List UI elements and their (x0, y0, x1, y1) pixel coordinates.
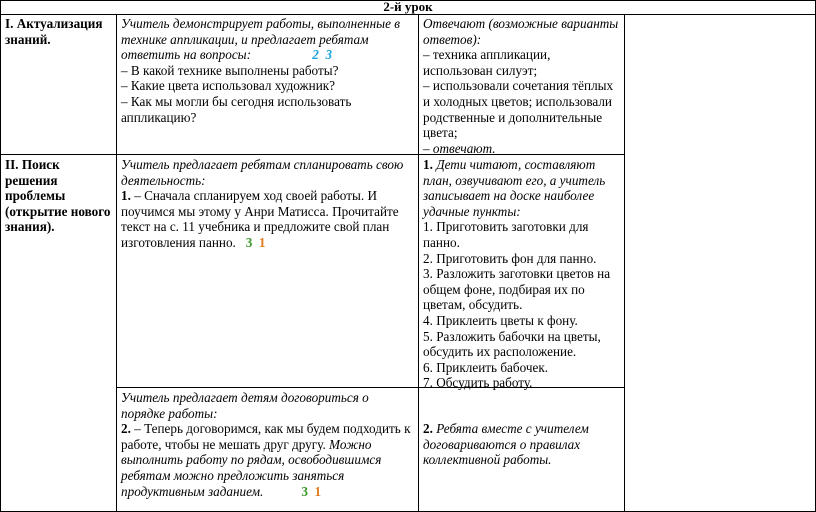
table-border-left (0, 0, 1, 512)
stage3-item-num: 2. (121, 421, 131, 437)
stage3-num-a: 3 (301, 483, 308, 499)
stage2-item (121, 188, 415, 250)
stage3-item-italic: Можно выполнить работу по рядам, освободившимся ребятам можно предложить заняться продуктивным заданием. (121, 436, 382, 499)
plan-item-4: 4. Приклеить цветы к фону. (423, 312, 578, 328)
stage3-item-text: – Теперь договоримся, как мы будем подходить к работе, чтобы не мешать друг другу. (121, 421, 411, 452)
stage3-teacher-cell (118, 389, 418, 500)
stage1-question-3: – Как мы могли бы сегодня использовать аппликацию? (121, 93, 352, 125)
stage3-student (423, 421, 621, 468)
plan-item-3: 3. Разложить заготовки цветов на общем фоне, подбирая их по цветам, обсудить. (423, 266, 611, 313)
stage1-teacher-cell (118, 15, 418, 126)
stage2-num-b: 1 (258, 234, 266, 250)
stage2-item-num: 1. (121, 188, 131, 204)
plan-item-6: 6. Приклеить бабочек. (423, 359, 549, 375)
stage1-teacher-intro (121, 16, 415, 63)
stage1-answer-3: – отвечают. (423, 140, 496, 156)
stage1-answers-intro: Отвечают (возможные варианты ответов): (423, 16, 619, 47)
stage1-teacher-intro-text: Учитель демонстрирует работы, выполненные в технике аппликации, и предлагает ребятам ответить на вопросы: (121, 16, 400, 63)
stage3-student-text: Ребята вместе с учителем договариваются о правилах коллективной работы. (423, 421, 589, 468)
stage2-teacher-intro: Учитель предлагает ребятам спланировать свою деятельность: (121, 157, 404, 188)
stage2-student-intro (423, 157, 621, 219)
stage3-student-num: 2. (423, 421, 433, 436)
stage2-students-cell (420, 156, 624, 392)
stage2-name: II. Поиск решения проблемы (открытие нового знания). (5, 157, 111, 235)
stage1-answer-1: – техника аппликации, использован силуэт; (423, 47, 551, 78)
col3-divider (624, 14, 625, 512)
stage1-num-a: 2 (312, 47, 319, 63)
stage3-teacher-intro: Учитель предлагает детям договориться о порядке работы: (121, 390, 369, 421)
stage1-name: I. Актуализация знаний. (5, 16, 103, 47)
plan-item-1: 1. Приготовить заготовки для панно. (423, 219, 589, 250)
stage2-teacher-cell (118, 156, 418, 252)
stage1-num-b: 3 (325, 47, 333, 63)
plan-item-2: 2. Приготовить фон для панно. (423, 250, 597, 266)
stage3-item (121, 421, 415, 499)
stage3-num-b: 1 (314, 483, 322, 499)
stage2-item-text: – Сначала спланируем ход своей работы. И поучимся мы этому у Анри Матисса. Прочитайте текст на с. 11 учебника и предложите свой план изготовления панно. (121, 188, 399, 250)
col1-divider (116, 14, 117, 512)
plan-item-7: 7. Обсудить работу. (423, 375, 533, 391)
stage1-question-1: – В какой технике выполнены работы? (121, 62, 339, 78)
lesson-title: 2-й урок (383, 0, 433, 14)
stage1-question-2: – Какие цвета использовал художник? (121, 78, 336, 94)
stage2-student-intro-text: Дети читают, составляют план, озвучивают его, а учитель записывает на доске наиболее удачные пункты: (423, 157, 606, 219)
col2-divider (418, 14, 419, 512)
plan-item-5: 5. Разложить бабочки на цветы, обсудить их расположение. (423, 328, 601, 360)
stage1-answers-cell (420, 15, 624, 157)
stage2-num-a: 3 (245, 234, 253, 250)
stage2-student-num: 1. (423, 157, 433, 172)
stage1-answer-2: – использовали сочетания тёплых и холодных цветов; использовали родственные и дополнительные цвета; (423, 78, 614, 141)
stage3-students-cell (420, 420, 624, 469)
